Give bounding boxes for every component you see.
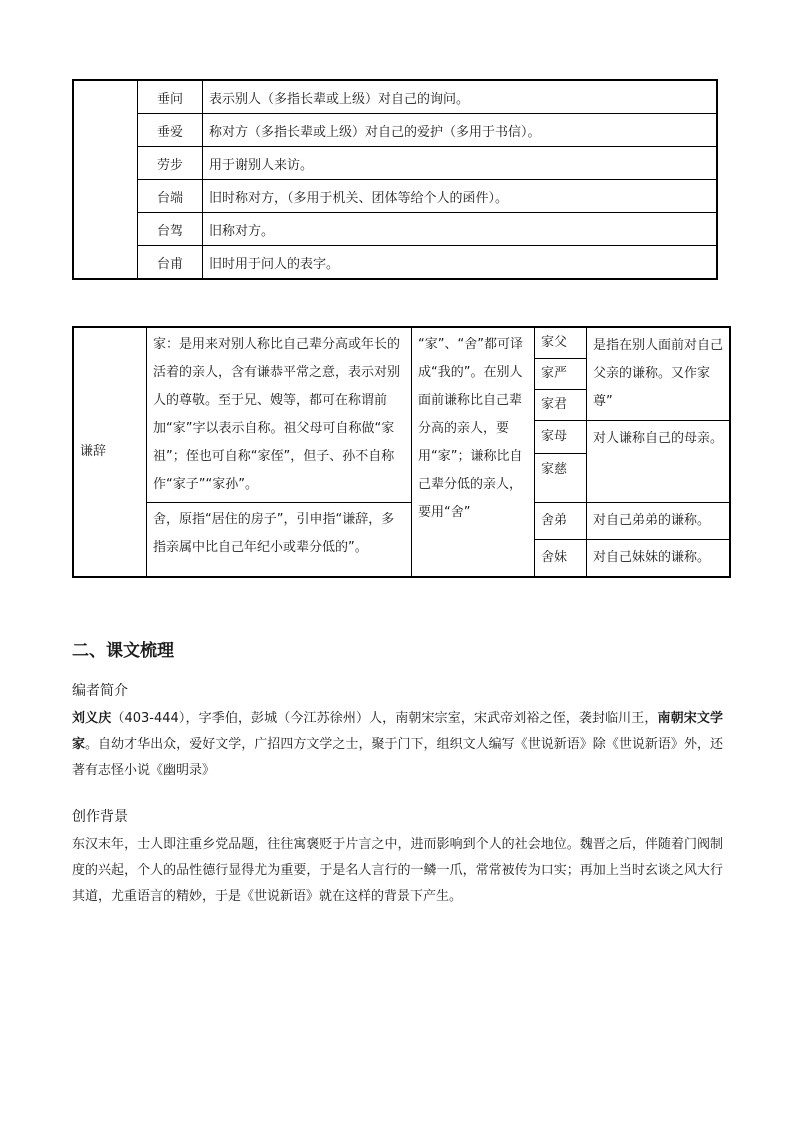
meaning-cell: 表示别人（多指长辈或上级）对自己的询问。 (203, 80, 718, 114)
term-cell: 家父 (535, 327, 587, 359)
author-title: 南朝宋文学家 (72, 711, 723, 752)
humble-terms-table (72, 326, 731, 578)
author-text: （403-444），字季伯，彭城（今江苏徐州）人，南朝宋宗室，宋武帝刘裕之侄，袭封临川王， (111, 711, 658, 726)
meaning-cell: 对自己妹妹的谦称。 (587, 540, 731, 578)
meaning-cell: 旧时用于问人的表字。 (203, 246, 718, 280)
term-cell: 家严 (535, 359, 587, 390)
background-heading: 创作背景 (72, 809, 128, 825)
meaning-cell: 称对方（多指长辈或上级）对自己的爱护（多用于书信）。 (203, 114, 718, 147)
meaning-cell: 对自己弟弟的谦称。 (587, 503, 731, 540)
meaning-cell: 对人谦称自己的母亲。 (587, 421, 731, 503)
term-cell: 台甫 (138, 246, 203, 280)
term-cell: 舍弟 (535, 503, 587, 540)
jia-explanation-cell: 家：是用来对别人称比自己辈分高或年长的活着的亲人，含有谦恭平常之意，表示对别人的尊敬。至于兄、嫂等，都可在称谓前加“家”字以表示自称。祖父母可自称做“家祖”；侄也可自称“家侄”，但子、孙不自称作“家子”“家孙”。 (147, 327, 412, 503)
meaning-cell: 是指在别人面前对自己父亲的谦称。又作家尊” (587, 327, 731, 421)
meaning-cell: 旧称对方。 (203, 213, 718, 246)
author-text: 。自幼才华出众，爱好文学，广招四方文学之士，聚于门下，组织文人编写《世说新语》除《世说新语》外，还著有志怪小说《幽明录》 (72, 737, 723, 778)
author-name: 刘义庆 (72, 711, 112, 726)
meaning-cell: 旧时称对方，（多用于机关、团体等给个人的函件）。 (203, 180, 718, 213)
term-cell: 家君 (535, 390, 587, 421)
background-paragraph: 东汉末年，士人即注重乡党品题，往往寓褒贬于片言之中，进而影响到个人的社会地位。魏晋之后，伴随着门阀制度的兴起，个人的品性德行显得尤为重要，于是名人言行的一鳞一爪，常常被传为口实；再加上当时玄谈之风大行其道，尤重语言的精妙，于是《世说新语》就在这样的背景下产生。 (72, 837, 723, 904)
table-row (73, 180, 717, 213)
usage-note-cell: “家”、“舍”都可译成“我的”。在别人面前谦称比自己辈分高的亲人，要用“家”；谦称比自己辈分低的亲人，要用“舍” (412, 327, 535, 577)
term-cell: 劳步 (138, 147, 203, 180)
author-heading: 编者简介 (72, 683, 128, 699)
category-cell: 谦辞 (73, 327, 147, 577)
term-cell: 垂问 (138, 80, 203, 114)
term-cell: 家母 (535, 421, 587, 454)
term-cell: 垂爱 (138, 114, 203, 147)
table-row (73, 80, 717, 114)
table-row (73, 147, 717, 180)
honorifics-table (72, 79, 718, 280)
category-cell-empty (73, 80, 138, 279)
author-paragraph (72, 706, 723, 784)
term-cell: 家慈 (535, 454, 587, 503)
table-row (73, 503, 730, 540)
table-row (73, 246, 717, 280)
term-cell: 舍妹 (535, 540, 587, 578)
section-heading: 二、课文梳理 (72, 641, 174, 661)
term-cell: 台端 (138, 180, 203, 213)
table-row (73, 213, 717, 246)
she-explanation-cell: 舍，原指“居住的房子”，引申指“谦辞，多指亲属中比自己年纪小或辈分低的”。 (147, 503, 412, 578)
meaning-cell: 用于谢别人来访。 (203, 147, 718, 180)
term-cell: 台驾 (138, 213, 203, 246)
table-row (73, 327, 730, 359)
table-row (73, 114, 717, 147)
